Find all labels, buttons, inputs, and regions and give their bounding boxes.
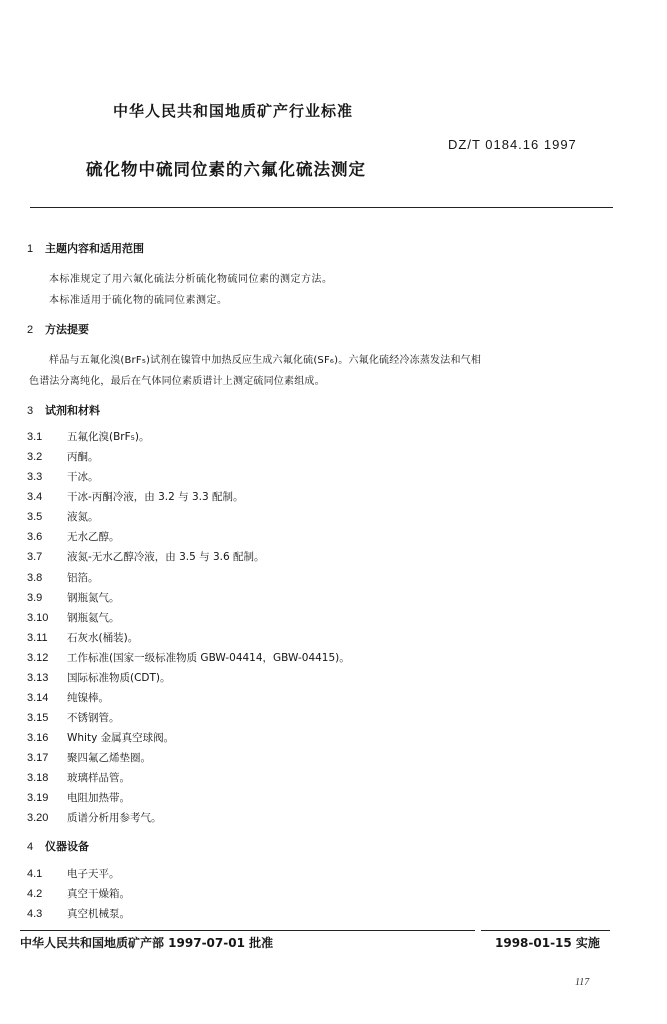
section-heading-text: 主题内容和适用范围: [45, 242, 144, 255]
list-item: 3.20 质谱分析用参考气。: [27, 812, 162, 824]
section-2-heading: [27, 321, 89, 337]
section-number: 3: [27, 405, 34, 417]
list-item: 3.9 钢瓶氮气。: [27, 592, 120, 604]
list-item: 3.2 丙酮。: [27, 451, 99, 463]
section-2-paragraph-line-1: 样品与五氟化溴(BrF₅)试剂在镍管中加热反应生成六氟化硫(SF₆)。六氟化硫经冷冻蒸发法和气相: [49, 355, 482, 366]
section-1-heading: [27, 240, 144, 256]
list-item: 3.3 干冰。: [27, 471, 99, 483]
list-item: 3.5 液氮。: [27, 511, 99, 523]
list-item: 3.10 钢瓶氦气。: [27, 612, 120, 624]
list-item: 3.13 国际标准物质(CDT)。: [27, 672, 171, 684]
page-number: 117: [575, 977, 590, 988]
list-item: 3.16 Whity 金属真空球阀。: [27, 732, 175, 744]
section-heading-text: 试剂和材料: [45, 404, 100, 417]
standard-code: DZ/T 0184.16 1997: [448, 137, 577, 152]
list-item: 3.7 液氮-无水乙醇冷液，由 3.5 与 3.6 配制。: [27, 551, 265, 563]
list-item: 3.17 聚四氟乙烯垫圈。: [27, 752, 151, 764]
list-item: 4.3 真空机械泵。: [27, 908, 130, 920]
footer-divider-gap: [475, 929, 481, 932]
list-item: 3.14 纯镍棒。: [27, 692, 109, 704]
list-item: 3.11 石灰水(桶装)。: [27, 632, 139, 644]
document-title: 硫化物中硫同位素的六氟化硫法测定: [86, 160, 366, 179]
section-number: 2: [27, 324, 34, 336]
list-item: 3.6 无水乙醇。: [27, 531, 120, 543]
issuer-title: 中华人民共和国地质矿产行业标准: [113, 102, 354, 120]
list-item: 3.4 干冰-丙酮冷液，由 3.2 与 3.3 配制。: [27, 491, 244, 503]
section-3-heading: [27, 402, 100, 418]
section-heading-text: 仪器设备: [45, 840, 89, 853]
implementation-date: 1998-01-15 实施: [495, 936, 600, 950]
section-1-paragraph-2: 本标准适用于硫化物的硫同位素测定。: [49, 295, 228, 306]
list-item: 4.2 真空干燥箱。: [27, 888, 130, 900]
section-2-paragraph-line-2: 色谱法分离纯化，最后在气体同位素质谱计上测定硫同位素组成。: [29, 376, 325, 387]
approval-statement: 中华人民共和国地质矿产部 1997-07-01 批准: [20, 936, 274, 950]
section-number: 4: [27, 841, 34, 853]
section-heading-text: 方法提要: [45, 323, 89, 336]
section-4-heading: [27, 838, 89, 854]
header-divider: [30, 207, 613, 208]
list-item: 3.1 五氟化溴(BrF₅)。: [27, 431, 150, 443]
footer-divider: [20, 930, 610, 931]
list-item: 3.15 不锈钢管。: [27, 712, 120, 724]
list-item: 4.1 电子天平。: [27, 868, 120, 880]
list-item: 3.18 玻璃样品管。: [27, 772, 130, 784]
section-1-paragraph-1: 本标准规定了用六氟化硫法分析硫化物硫同位素的测定方法。: [49, 274, 333, 285]
list-item: 3.19 电阻加热带。: [27, 792, 130, 804]
list-item: 3.12 工作标准(国家一级标准物质 GBW-04414，GBW-04415)。: [27, 652, 350, 664]
section-number: 1: [27, 243, 34, 255]
list-item: 3.8 铝箔。: [27, 572, 99, 584]
